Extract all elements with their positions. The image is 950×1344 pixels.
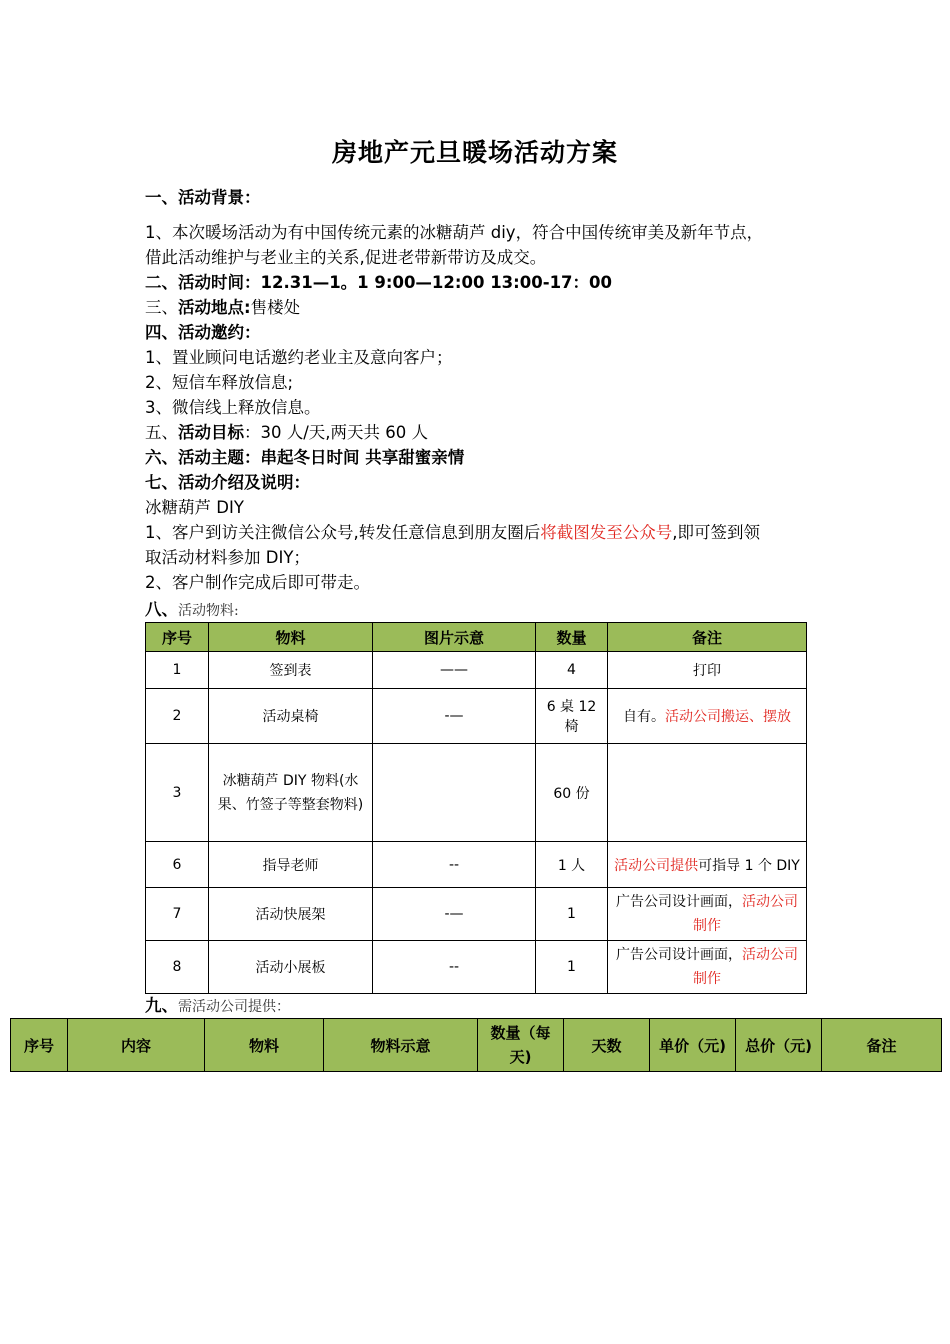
note-highlight: 活动公司提供 [614,857,699,874]
section-4-item: 3、微信线上释放信息。 [145,398,321,417]
section-7-heading: 七、活动介绍及说明： [145,473,310,492]
section-4-heading: 四、活动邀约： [145,323,261,342]
cell-note [608,941,807,994]
section-1-text-line2: 借此活动维护与老业主的关系,促进老带新带访及成交。 [145,248,547,267]
spacer [145,210,825,220]
cell-no: 2 [146,689,209,744]
cell-item: 活动桌椅 [209,689,373,744]
section-9-title: 需活动公司提供： [178,999,290,1015]
section-9-number: 九、 [145,996,178,1015]
header-cell: 内容 [68,1019,205,1072]
note-highlight: 活动公司制作 [693,947,798,987]
section-3-heading: 活动地点: [178,298,251,317]
table-row [146,652,807,689]
section-8-number: 八、 [145,600,178,619]
cell-item: 活动小展板 [209,941,373,994]
section-7-paragraph-2: 2、客户制作完成后即可带走。 [145,573,370,592]
cell-pic [373,744,536,842]
cell-qty: 1 [536,941,608,994]
section-3-value: 售楼处 [250,298,301,317]
cell-note [608,842,807,888]
materials-table [145,622,807,994]
header-cell: 数量 [536,623,608,652]
section-7-paragraph-1-cont: 取活动材料参加 DIY； [145,548,310,567]
header-cell: 物料 [205,1019,324,1072]
section-8-heading [145,598,239,623]
header-cell: 单价（元) [650,1019,736,1072]
cell-item: 活动快展架 [209,888,373,941]
cell-pic: —— [373,652,536,689]
note-highlight: 活动公司搬运、摆放 [665,709,791,725]
cell-pic: -— [373,689,536,744]
header-cell: 图片示意 [373,623,536,652]
header-cell: 序号 [146,623,209,652]
note-text: 打印 [693,663,721,679]
header-cell: 物料 [209,623,373,652]
table-header-row [146,623,807,652]
section-5-number: 五、 [145,423,178,442]
cell-no: 6 [146,842,209,888]
cell-note [608,652,807,689]
table-row [146,689,807,744]
cell-note [608,744,807,842]
cell-pic: -- [373,842,536,888]
cell-pic: -— [373,888,536,941]
note-highlight: 活动公司制作 [693,894,798,934]
section-5-value: ：30 人/天,两天共 60 人 [244,423,429,442]
section-3 [145,295,825,320]
vendor-supply-table [10,1018,942,1072]
section-8-title: 活动物料: [178,603,239,619]
section-2-value: 12.31—1。1 9:00—12:00 13:00-17：00 [260,273,612,292]
cell-item: 签到表 [209,652,373,689]
section-6-heading: 活动主题 [178,448,244,467]
note-text: 自有。 [623,709,665,725]
cell-qty: 4 [536,652,608,689]
document-body [145,185,825,595]
cell-no: 1 [146,652,209,689]
section-1-text-line1: 1、本次暖场活动为有中国传统元素的冰糖葫芦 diy，符合中国传统审美及新年节点， [145,223,764,242]
section-2-heading: 二、活动时间： [145,273,261,292]
header-cell: 总价（元) [736,1019,822,1072]
section-9-heading [145,994,290,1019]
section-5-heading: 活动目标 [178,423,244,442]
table-row [146,842,807,888]
cell-qty: 1 [536,888,608,941]
cell-qty: 1 人 [536,842,608,888]
table-row [146,888,807,941]
header-cell: 备注 [822,1019,942,1072]
table-header-row [11,1019,942,1072]
section-1-heading: 一、活动背景： [145,188,261,207]
section-7-p1-text: 1、客户到访关注微信公众号,转发任意信息到朋友圈后 [145,523,541,542]
section-7-p1-text-end: ,即可签到领 [672,523,760,542]
section-4-item: 2、短信车释放信息; [145,373,294,392]
note-text: 广告公司设计画面， [616,947,742,963]
document-title: 房地产元旦暖场活动方案 [331,138,618,167]
cell-no: 3 [146,744,209,842]
section-6 [145,445,825,470]
cell-no: 8 [146,941,209,994]
table-row [146,744,807,842]
section-4-item: 1、置业顾问电话邀约老业主及意向客户； [145,348,453,367]
section-6-value: ：串起冬日时间 共享甜蜜亲情 [244,448,465,467]
section-2 [145,270,825,295]
cell-no: 7 [146,888,209,941]
header-cell: 天数 [564,1019,650,1072]
header-cell: 数量（每天) [478,1019,564,1072]
cell-item: 指导老师 [209,842,373,888]
cell-qty: 6 桌 12 椅 [536,689,608,744]
section-7-paragraph-1 [145,520,825,545]
cell-pic: -- [373,941,536,994]
note-text-end: 可指导 1 个 DIY [698,857,800,874]
header-cell: 物料示意 [324,1019,478,1072]
header-cell: 备注 [608,623,807,652]
table-row [146,941,807,994]
section-7-p1-highlight: 将截图发至公众号 [540,523,673,542]
cell-note [608,888,807,941]
cell-item: 冰糖葫芦 DIY 物料(水果、竹签子等整套物料) [209,744,373,842]
section-6-number: 六、 [145,448,178,467]
header-cell: 序号 [11,1019,68,1072]
cell-qty: 60 份 [536,744,608,842]
section-7-subtitle: 冰糖葫芦 DIY [145,498,244,517]
section-5 [145,420,825,445]
cell-note [608,689,807,744]
note-text: 广告公司设计画面， [616,894,742,910]
section-3-number: 三、 [145,298,178,317]
